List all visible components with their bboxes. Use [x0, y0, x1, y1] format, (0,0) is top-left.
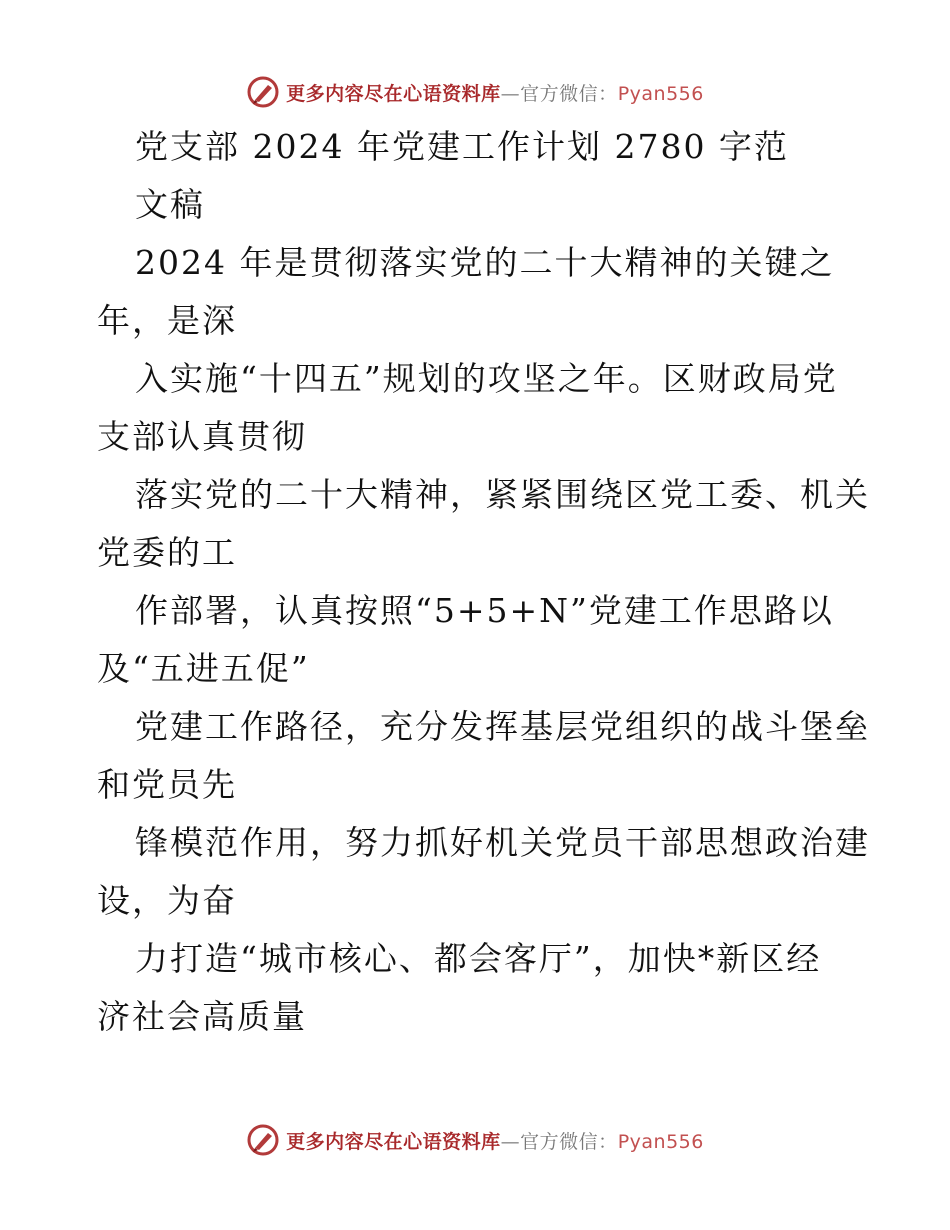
banner-label: 官方微信：: [520, 1130, 618, 1153]
banner-brand: 更多内容尽在心语资料库: [286, 82, 501, 105]
banner-text: [286, 1127, 704, 1154]
footer-banner: [0, 1120, 950, 1160]
body-line: 设，为奋: [97, 881, 237, 920]
pen-circle-logo-icon: [246, 75, 280, 109]
body-line: 入实施“十四五”规划的攻坚之年。区财政局党: [135, 359, 838, 398]
body-line: 济社会高质量: [97, 997, 307, 1036]
body-line: 2024 年是贯彻落实党的二十大精神的关键之: [135, 243, 835, 282]
banner-brand: 更多内容尽在心语资料库: [286, 1130, 501, 1153]
body-line: 支部认真贯彻: [97, 417, 307, 456]
body-line: 和党员先: [97, 765, 237, 804]
banner-account: Pyan556: [617, 1130, 704, 1153]
body-line: 及“五进五促”: [97, 649, 310, 688]
banner-label: 官方微信：: [520, 82, 618, 105]
body-line: 年，是深: [97, 301, 237, 340]
header-banner: [0, 72, 950, 112]
body-line: 落实党的二十大精神，紧紧围绕区党工委、机关: [135, 475, 870, 514]
body-line: 锋模范作用，努力抓好机关党员干部思想政治建: [135, 823, 870, 862]
document-title-line-1: 党支部 2024 年党建工作计划 2780 字范: [135, 127, 789, 166]
banner-separator: —: [500, 82, 521, 105]
banner-account: Pyan556: [617, 82, 704, 105]
body-line: 力打造“城市核心、都会客厅”，加快*新区经: [135, 939, 822, 978]
pen-circle-logo-icon: [246, 1123, 280, 1157]
body-line: 党委的工: [97, 533, 237, 572]
body-line: 党建工作路径，充分发挥基层党组织的战斗堡垒: [135, 707, 870, 746]
banner-text: [286, 79, 704, 106]
banner-separator: —: [500, 1130, 521, 1153]
document-title-line-2: 文稿: [135, 185, 205, 224]
body-line: 作部署，认真按照“5+5+N”党建工作思路以: [135, 591, 834, 630]
